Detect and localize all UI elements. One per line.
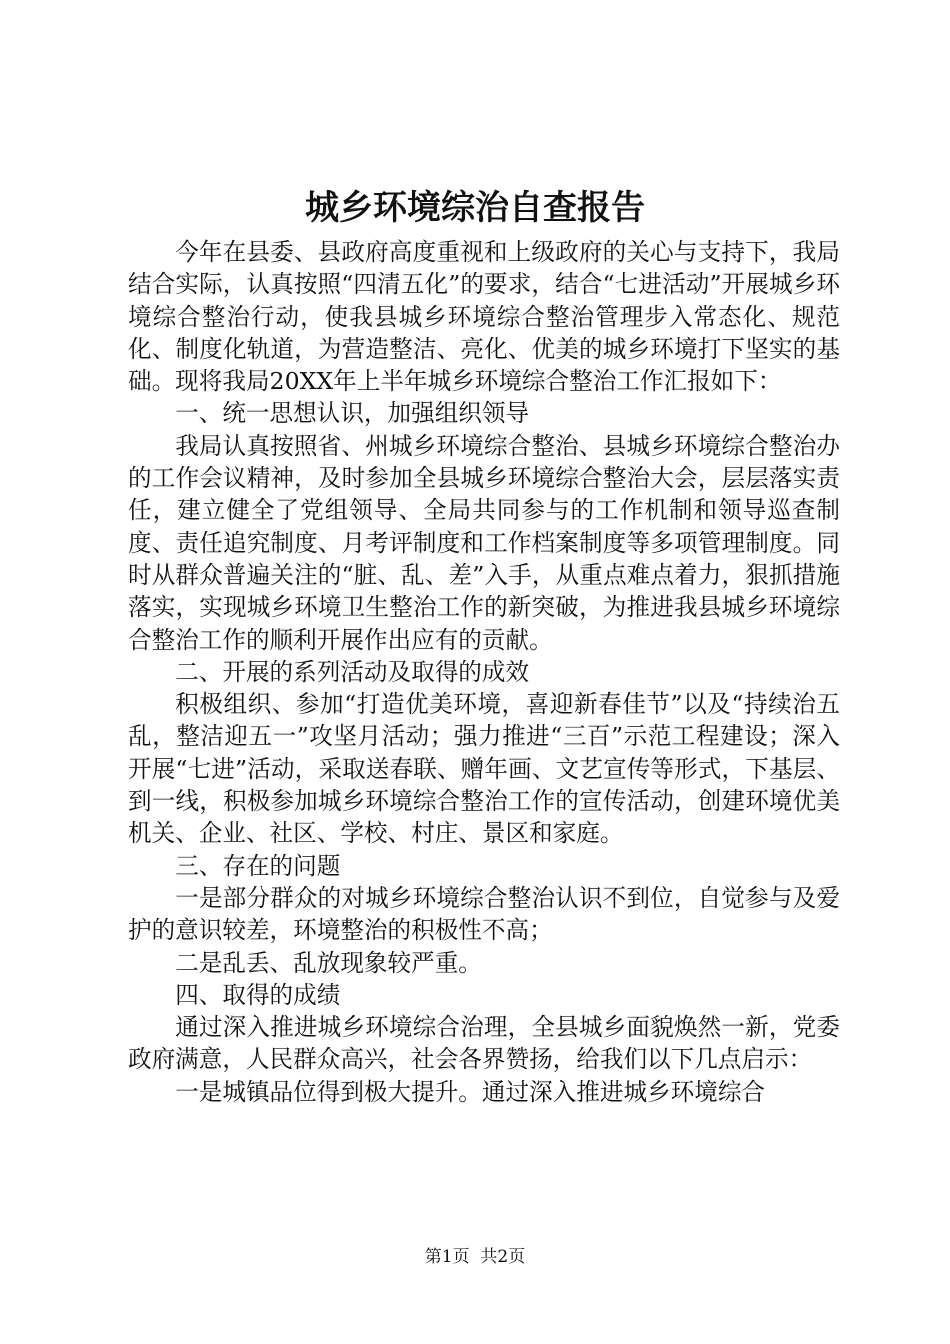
section-heading-2: 二、开展的系列活动及取得的成效: [175, 657, 530, 686]
paragraph-section-4: 通过深入推进城乡环境综合治理，全县城乡面貌焕然一新，党委政府满意，人民群众高兴，社会各界赞扬，给我们以下几点启示：: [128, 1013, 840, 1074]
paragraph-problem-1: 一是部分群众的对城乡环境综合整治认识不到位，自觉参与及爱护的意识较差，环境整治的积极性不高；: [128, 883, 840, 945]
section-heading-4: 四、取得的成绩: [175, 980, 341, 1009]
paragraph-section-1: 我局认真按照省、州城乡环境综合整治、县城乡环境综合整治办的工作会议精神，及时参加全县城乡环境综合整治大会，层层落实责任，建立健全了党组领导、全局共同参与的工作机制和领导巡查制度、责任追究制度、月考评制度和工作档案制度等多项管理制度。同时从群众普遍关注的“脏、乱、差”入手，从重点难点着力，狠抓措施落实，实现城乡环境卫生整治工作的新突破，为推进我县城乡环境综合整治工作的顺利开展作出应有的贡献。: [128, 431, 840, 654]
section-heading-3: 三、存在的问题: [175, 851, 341, 880]
document-title: 城乡环境综治自查报告: [305, 188, 645, 228]
page-total: 共2页: [480, 1247, 526, 1267]
page-footer: [0, 1245, 950, 1269]
page-number: 第1页: [424, 1247, 470, 1267]
document-body: [128, 236, 840, 1108]
paragraph-section-2: 积极组织、参加“打造优美环境，喜迎新春佳节”以及“持续治五乱，整洁迎五一”攻坚月活动；强力推进“三百”示范工程建设；深入开展“七进”活动，采取送春联、赠年画、文艺宣传等形式，下基层、到一线，积极参加城乡环境综合整治工作的宣传活动，创建环境优美机关、企业、社区、学校、村庄、景区和家庭。: [128, 690, 840, 848]
paragraph-problem-2: 二是乱丢、乱放现象较严重。: [175, 948, 482, 977]
section-heading-1: 一、统一思想认识，加强组织领导: [175, 399, 530, 428]
paragraph-result-1: 一是城镇品位得到极大提升。通过深入推进城乡环境综合: [175, 1077, 766, 1106]
paragraph-intro: 今年在县委、县政府高度重视和上级政府的关心与支持下，我局结合实际，认真按照“四清五化”的要求，结合“七进活动”开展城乡环境综合整治行动，使我县城乡环境综合整治管理步入常态化、规范化、制度化轨道，为营造整洁、亮化、优美的城乡环境打下坚实的基础。现将我局20XX年上半年城乡环境综合整治工作汇报如下：: [128, 238, 840, 396]
